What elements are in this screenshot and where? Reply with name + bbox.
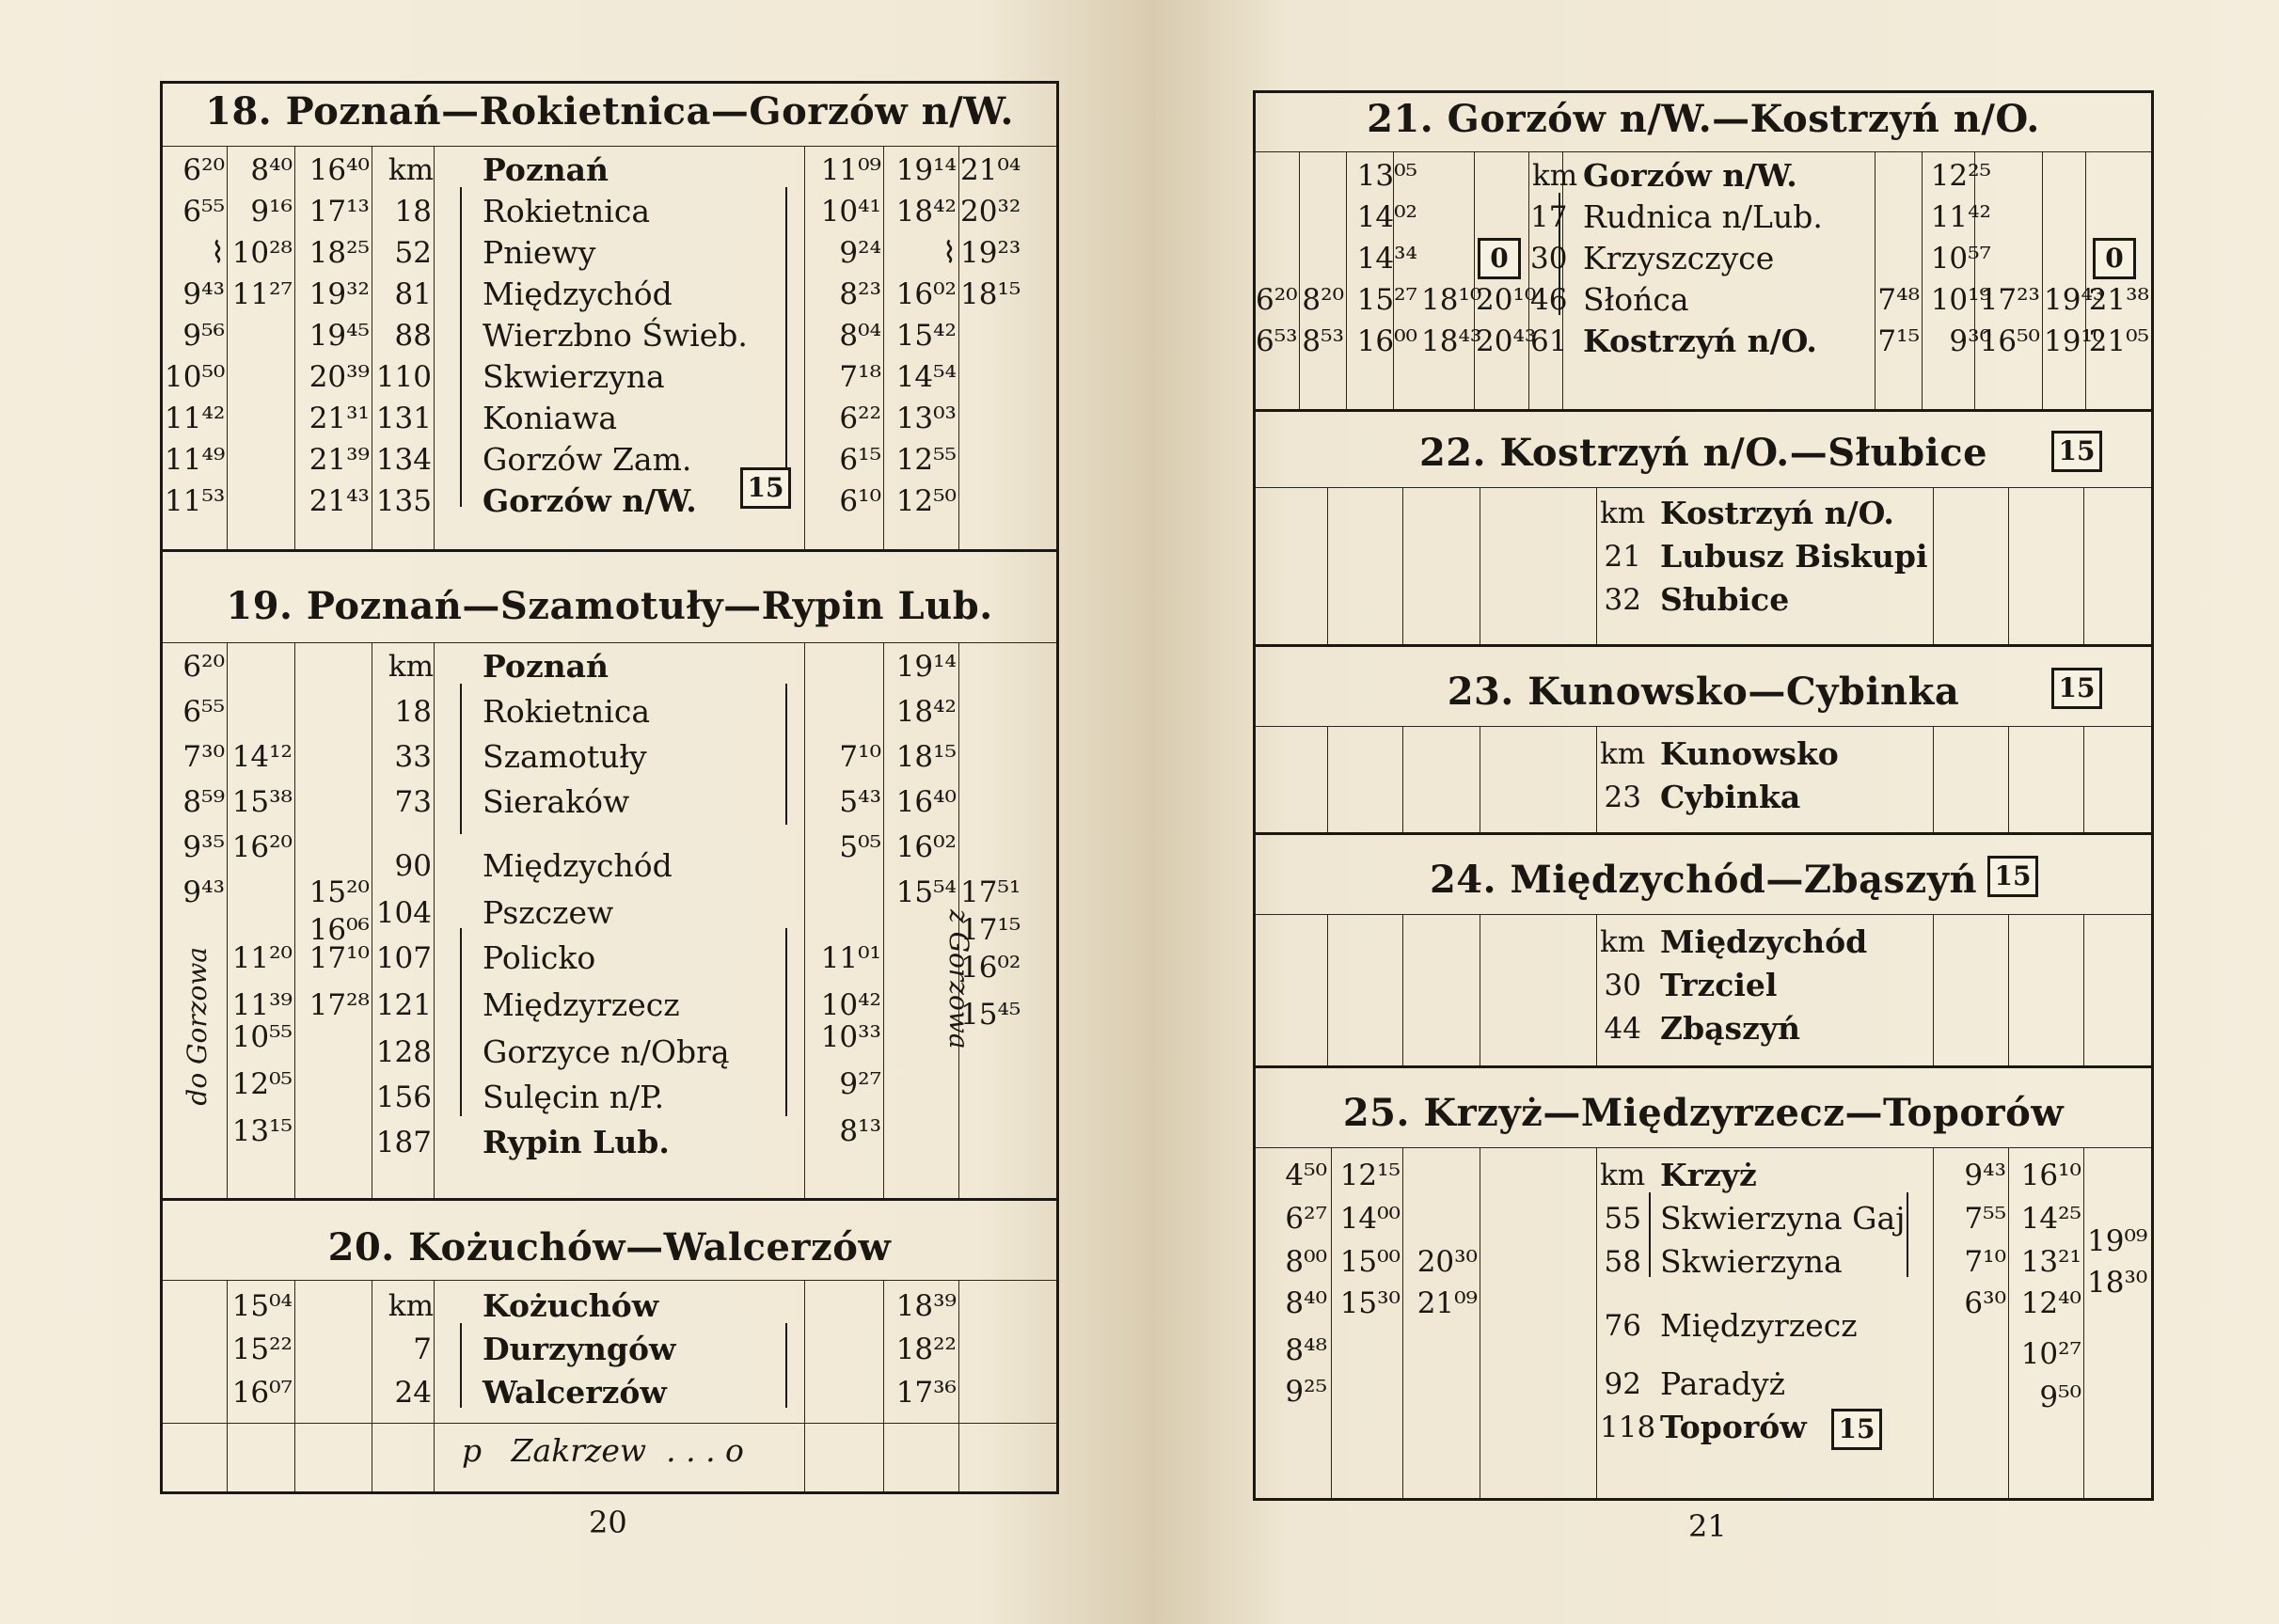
t18-time: 12⁵⁰ bbox=[895, 484, 957, 518]
t21-time: 9³⁰ bbox=[1949, 324, 1991, 358]
t19-km: 121 bbox=[375, 988, 432, 1022]
timetable-24 bbox=[1256, 832, 2151, 1065]
t25-km: 92 bbox=[1604, 1367, 1641, 1401]
t21-time: 7¹⁵ bbox=[1877, 324, 1920, 358]
t18-time: 8⁰⁴ bbox=[839, 319, 881, 353]
t25-km: 55 bbox=[1604, 1202, 1641, 1236]
t21-time: 19⁴³ bbox=[2044, 283, 2105, 317]
t19-station: Międzychód bbox=[483, 847, 673, 884]
t19-station: Sieraków bbox=[483, 783, 630, 820]
t25-time: 20³⁰ bbox=[1416, 1245, 1478, 1279]
t24-km-header: km bbox=[1600, 925, 1646, 959]
t18-time: 18²⁵ bbox=[309, 236, 370, 270]
t21-time: 7⁴⁸ bbox=[1877, 283, 1920, 317]
t25-time: 6³⁰ bbox=[1964, 1286, 2006, 1320]
t25-time: 16¹⁰ bbox=[2020, 1159, 2081, 1192]
t18-time: 7¹⁸ bbox=[839, 360, 881, 394]
t19-station: Pszczew bbox=[483, 894, 614, 931]
t18-km: 110 bbox=[375, 360, 432, 394]
t19-station: Rokietnica bbox=[483, 693, 651, 730]
t18-km: 88 bbox=[394, 319, 432, 353]
t19-time: 8⁵⁹ bbox=[182, 785, 225, 819]
t19-time: 14¹² bbox=[231, 740, 293, 774]
t25-time: 19⁰⁹ bbox=[2087, 1224, 2148, 1258]
t18-time: 16⁰² bbox=[895, 277, 957, 311]
t18-time: 20³² bbox=[960, 195, 1021, 229]
timetable-23-title: 23. Kunowsko—Cybinka bbox=[1447, 670, 1960, 714]
t19-time: 16⁰⁶ bbox=[309, 913, 370, 947]
t18-time: 14⁵⁴ bbox=[895, 360, 957, 394]
t19-km: 73 bbox=[394, 785, 432, 819]
t18-time: 9¹⁶ bbox=[250, 195, 293, 229]
t18-station: Wierzbno Świeb. bbox=[483, 317, 748, 354]
t18-time: ⌇ bbox=[210, 236, 225, 270]
timetable-19-title: 19. Poznań—Szamotuły—Rypin Lub. bbox=[226, 584, 993, 628]
t23-km-header: km bbox=[1600, 737, 1646, 771]
t20-footer-station: p Zakrzew . . . o bbox=[462, 1432, 744, 1469]
t25-time: 9⁴³ bbox=[1964, 1159, 2006, 1192]
t18-station: Międzychód bbox=[483, 276, 673, 312]
t19-time: 9²⁷ bbox=[839, 1067, 881, 1101]
t19-time: 17²⁸ bbox=[309, 988, 370, 1022]
timetable-24-title: 24. Międzychód—Zbąszyń bbox=[1429, 858, 1978, 902]
t18-time: 11⁵³ bbox=[165, 484, 226, 518]
timetable-21 bbox=[1256, 93, 2151, 409]
timetable-20-title: 20. Kożuchów—Walcerzów bbox=[327, 1225, 892, 1269]
t18-time: 10⁴¹ bbox=[820, 195, 881, 229]
t18-km: 52 bbox=[394, 236, 432, 270]
t18-time: 16⁴⁰ bbox=[309, 153, 370, 187]
t21-time: 11⁴² bbox=[1930, 200, 1991, 234]
t18-time: 11²⁷ bbox=[231, 277, 293, 311]
t18-time: 20³⁹ bbox=[309, 360, 370, 394]
t20-station: Walcerzów bbox=[483, 1374, 667, 1411]
t21-time: 17²³ bbox=[1979, 283, 2040, 317]
right-page bbox=[1152, 0, 2279, 1624]
t19-station: Międzyrzecz bbox=[483, 986, 680, 1023]
t18-time: 21⁰⁴ bbox=[960, 153, 1021, 187]
side-label-do-gorzowa: do Gorzowa bbox=[182, 947, 213, 1106]
t21-time: 20⁴³ bbox=[1476, 324, 1537, 358]
t19-station: Policko bbox=[483, 939, 596, 976]
t20-time: 16⁰⁷ bbox=[231, 1376, 293, 1410]
t19-km: 187 bbox=[375, 1126, 432, 1159]
t20-km-header: km bbox=[388, 1289, 434, 1323]
t18-time: 8⁴⁰ bbox=[250, 153, 293, 187]
right-timetable-frame bbox=[1253, 90, 2154, 1501]
t19-time: 15²⁰ bbox=[309, 875, 370, 909]
t21-time: 18⁴³ bbox=[1421, 324, 1482, 358]
t19-time: 16⁰² bbox=[895, 830, 957, 864]
t22-km: 32 bbox=[1604, 583, 1641, 617]
t22-station: Słubice bbox=[1660, 581, 1790, 618]
t18-station: Koniawa bbox=[483, 400, 618, 436]
t20-time: 15²² bbox=[231, 1332, 293, 1366]
t25-km: 58 bbox=[1604, 1245, 1641, 1279]
t18-time: 19²³ bbox=[960, 236, 1021, 270]
page-number-right: 21 bbox=[1688, 1508, 1727, 1544]
t19-km: 104 bbox=[375, 896, 432, 930]
t25-station: Krzyż bbox=[1660, 1157, 1757, 1193]
t19-station: Gorzyce n/Obrą bbox=[483, 1033, 730, 1070]
t21-time: 10⁵⁷ bbox=[1930, 242, 1991, 276]
t19-time: 11³⁹ bbox=[231, 988, 293, 1022]
t19-time: 10³³ bbox=[820, 1020, 881, 1054]
t19-time: 7¹⁰ bbox=[839, 740, 881, 774]
page-number-left: 20 bbox=[589, 1505, 627, 1540]
badge-15: 15 bbox=[1987, 856, 2038, 897]
t18-time: 6²² bbox=[839, 402, 881, 435]
t21-time: 16⁰⁰ bbox=[1356, 324, 1417, 358]
t18-station: Gorzów Zam. bbox=[483, 441, 692, 478]
t21-time: 10¹⁹ bbox=[1930, 283, 1991, 317]
t19-time: 17¹⁵ bbox=[960, 913, 1021, 947]
t19-time: 7³⁰ bbox=[182, 740, 225, 774]
t25-station: Skwierzyna Gaj bbox=[1660, 1200, 1906, 1237]
t20-km: 7 bbox=[413, 1332, 432, 1366]
t20-km: 24 bbox=[394, 1376, 432, 1410]
t25-time: 9²⁵ bbox=[1285, 1375, 1327, 1409]
t19-time: 6²⁰ bbox=[182, 650, 225, 684]
t18-time: 6¹⁵ bbox=[839, 443, 881, 477]
t25-time: 18³⁰ bbox=[2087, 1266, 2148, 1300]
t18-time: 11⁰⁹ bbox=[820, 153, 881, 187]
t19-km: 107 bbox=[375, 941, 432, 975]
t18-time: 9⁴³ bbox=[182, 277, 225, 311]
t19-time: 13¹⁵ bbox=[231, 1114, 293, 1148]
t19-time: 18¹⁵ bbox=[895, 740, 957, 774]
t19-time: 16⁰² bbox=[960, 951, 1021, 985]
t21-station: Krzyszczyce bbox=[1583, 240, 1775, 276]
t21-time: 13⁰⁵ bbox=[1356, 159, 1417, 193]
t20-station: Kożuchów bbox=[483, 1287, 659, 1324]
t19-time: 5⁰⁵ bbox=[839, 830, 881, 864]
t24-station: Zbąszyń bbox=[1660, 1010, 1801, 1047]
t21-km: 17 bbox=[1530, 200, 1568, 234]
t19-km: 128 bbox=[375, 1035, 432, 1069]
t25-station: Skwierzyna bbox=[1660, 1243, 1843, 1280]
t20-time: 15⁰⁴ bbox=[231, 1289, 293, 1323]
t25-time: 15³⁰ bbox=[1339, 1286, 1401, 1320]
t18-time: 11⁴⁹ bbox=[165, 443, 226, 477]
t19-km-header: km bbox=[388, 650, 434, 684]
t19-station: Poznań bbox=[483, 648, 609, 685]
t25-station: Toporów bbox=[1660, 1409, 1807, 1445]
t25-time: 7⁵⁵ bbox=[1964, 1202, 2006, 1236]
t21-station: Rudnica n/Lub. bbox=[1583, 198, 1823, 235]
badge-15: 15 bbox=[2051, 668, 2102, 709]
t21-time: 8⁵³ bbox=[1302, 324, 1344, 358]
t18-time: 10⁵⁰ bbox=[165, 360, 226, 394]
t18-time: 6²⁰ bbox=[182, 153, 225, 187]
badge-0: 0 bbox=[1478, 238, 1521, 279]
t25-time: 12¹⁵ bbox=[1339, 1159, 1401, 1192]
t19-time: 9⁴³ bbox=[182, 875, 225, 909]
timetable-19 bbox=[163, 549, 1056, 1198]
t21-time: 18¹⁰ bbox=[1421, 283, 1482, 317]
t25-time: 21⁰⁹ bbox=[1416, 1286, 1478, 1320]
t19-time: 17¹⁰ bbox=[309, 941, 370, 975]
t20-time: 18³⁹ bbox=[895, 1289, 957, 1323]
t25-time: 9⁵⁰ bbox=[2039, 1380, 2081, 1414]
t25-time: 6²⁷ bbox=[1285, 1202, 1327, 1236]
t25-time: 10²⁷ bbox=[2020, 1337, 2081, 1371]
t23-station: Cybinka bbox=[1660, 779, 1801, 815]
t21-time: 14³⁴ bbox=[1356, 242, 1417, 276]
t25-time: 4⁵⁰ bbox=[1285, 1159, 1327, 1192]
t21-time: 21⁰⁵ bbox=[2088, 324, 2149, 358]
t18-station: Gorzów n/W. bbox=[483, 482, 697, 519]
t18-time: 8²³ bbox=[839, 277, 881, 311]
t19-time: 8¹³ bbox=[839, 1114, 881, 1148]
t18-km: 131 bbox=[375, 402, 432, 435]
t25-station: Paradyż bbox=[1660, 1365, 1785, 1402]
t21-time: 21³⁸ bbox=[2088, 283, 2149, 317]
timetable-25-title: 25. Krzyż—Międzyrzecz—Toporów bbox=[1342, 1091, 2065, 1135]
t24-station: Międzychód bbox=[1660, 923, 1868, 960]
t21-time: 6⁵³ bbox=[1256, 324, 1298, 358]
t21-time: 6²⁰ bbox=[1256, 283, 1298, 317]
t18-station: Skwierzyna bbox=[483, 358, 665, 395]
t19-time: 11²⁰ bbox=[231, 941, 293, 975]
t18-station: Pniewy bbox=[483, 234, 596, 271]
t19-time: 16²⁰ bbox=[231, 830, 293, 864]
t19-time: 17⁵¹ bbox=[960, 875, 1021, 909]
t18-time: 6¹⁰ bbox=[839, 484, 881, 518]
t19-time: 12⁰⁵ bbox=[231, 1067, 293, 1101]
t23-station: Kunowsko bbox=[1660, 735, 1839, 772]
t19-time: 10⁴² bbox=[820, 988, 881, 1022]
t19-time: 16⁴⁰ bbox=[895, 785, 957, 819]
t18-time: ⌇ bbox=[942, 236, 957, 270]
t18-time: 19³² bbox=[309, 277, 370, 311]
t25-time: 8⁴⁰ bbox=[1285, 1286, 1327, 1320]
timetable-25 bbox=[1256, 1065, 2151, 1498]
t19-time: 15³⁸ bbox=[231, 785, 293, 819]
t19-time: 5⁴³ bbox=[839, 785, 881, 819]
t25-time: 14⁰⁰ bbox=[1339, 1202, 1401, 1236]
t25-km: 76 bbox=[1604, 1309, 1641, 1343]
t19-time: 11⁰¹ bbox=[820, 941, 881, 975]
t25-time: 14²⁵ bbox=[2020, 1202, 2081, 1236]
t18-time: 13⁰³ bbox=[895, 402, 957, 435]
t25-km-header: km bbox=[1600, 1159, 1646, 1192]
t21-km: 30 bbox=[1530, 242, 1568, 276]
t25-time: 15⁰⁰ bbox=[1339, 1245, 1401, 1279]
timetable-18-title: 18. Poznań—Rokietnica—Gorzów n/W. bbox=[205, 89, 1014, 134]
t19-time: 19¹⁴ bbox=[895, 650, 957, 684]
t22-station: Lubusz Biskupi bbox=[1660, 538, 1928, 575]
t21-time: 19¹⁰ bbox=[2044, 324, 2105, 358]
t18-time: 15⁴² bbox=[895, 319, 957, 353]
t18-time: 19⁴⁵ bbox=[309, 319, 370, 353]
t18-time: 21³¹ bbox=[309, 402, 370, 435]
t19-time: 6⁵⁵ bbox=[182, 695, 225, 729]
t21-km-header: km bbox=[1532, 159, 1578, 193]
t21-station: Kostrzyń n/O. bbox=[1583, 323, 1817, 359]
t20-time: 18²² bbox=[895, 1332, 957, 1366]
badge-15: 15 bbox=[740, 467, 791, 509]
t18-time: 18⁴² bbox=[895, 195, 957, 229]
left-timetable-frame bbox=[160, 81, 1059, 1494]
t18-time: 11⁴² bbox=[165, 402, 226, 435]
t19-time: 10⁵⁵ bbox=[231, 1020, 293, 1054]
t19-station: Rypin Lub. bbox=[483, 1124, 670, 1160]
t21-time: 15²⁷ bbox=[1356, 283, 1417, 317]
t18-time: 21⁴³ bbox=[309, 484, 370, 518]
timetable-22 bbox=[1256, 409, 2151, 644]
t19-km: 33 bbox=[394, 740, 432, 774]
t18-time: 19¹⁴ bbox=[895, 153, 957, 187]
t18-time: 9⁵⁶ bbox=[182, 319, 225, 353]
timetable-23 bbox=[1256, 644, 2151, 832]
t22-km: 21 bbox=[1604, 540, 1641, 574]
t21-time: 20¹⁰ bbox=[1476, 283, 1537, 317]
t25-time: 13²¹ bbox=[2020, 1245, 2081, 1279]
t18-time: 18¹⁵ bbox=[960, 277, 1021, 311]
t21-time: 14⁰² bbox=[1356, 200, 1417, 234]
timetable-22-title: 22. Kostrzyń n/O.—Słubice bbox=[1418, 431, 1988, 475]
timetable-20 bbox=[163, 1198, 1056, 1491]
t18-station: Rokietnica bbox=[483, 193, 651, 229]
t25-time: 8⁴⁸ bbox=[1285, 1333, 1327, 1367]
t19-time: 9³⁵ bbox=[182, 830, 225, 864]
t18-km-header: km bbox=[388, 153, 434, 187]
t21-station: Słońca bbox=[1583, 281, 1689, 318]
t18-km: 18 bbox=[394, 195, 432, 229]
t18-km: 134 bbox=[375, 443, 432, 477]
t21-station: Gorzów n/W. bbox=[1583, 157, 1797, 194]
t18-time: 12⁵⁵ bbox=[895, 443, 957, 477]
badge-15: 15 bbox=[1831, 1409, 1882, 1450]
t21-time: 16⁵⁰ bbox=[1979, 324, 2040, 358]
t21-km: 61 bbox=[1530, 324, 1568, 358]
side-label-z-gorzowa: z Gorzowa bbox=[943, 909, 974, 1049]
t21-time: 8²⁰ bbox=[1302, 283, 1344, 317]
t18-time: 21³⁹ bbox=[309, 443, 370, 477]
t19-time: 18⁴² bbox=[895, 695, 957, 729]
t24-km: 30 bbox=[1604, 969, 1641, 1002]
t18-time: 6⁵⁵ bbox=[182, 195, 225, 229]
timetable-18 bbox=[163, 84, 1056, 549]
t23-km: 23 bbox=[1604, 780, 1641, 814]
t19-km: 18 bbox=[394, 695, 432, 729]
badge-15: 15 bbox=[2051, 431, 2102, 472]
t25-km: 118 bbox=[1600, 1411, 1656, 1444]
t25-time: 12⁴⁰ bbox=[2020, 1286, 2081, 1320]
t19-time: 15⁵⁴ bbox=[895, 875, 957, 909]
t18-time: 10²⁸ bbox=[231, 236, 293, 270]
t25-station: Międzyrzecz bbox=[1660, 1307, 1858, 1344]
t18-time: 9²⁴ bbox=[839, 236, 881, 270]
t22-km-header: km bbox=[1600, 497, 1646, 530]
t18-station: Poznań bbox=[483, 151, 609, 188]
badge-0: 0 bbox=[2093, 238, 2136, 279]
t18-km: 135 bbox=[375, 484, 432, 518]
timetable-21-title: 21. Gorzów n/W.—Kostrzyń n/O. bbox=[1367, 97, 2040, 141]
t24-station: Trzciel bbox=[1660, 967, 1778, 1003]
t19-station: Szamotuły bbox=[483, 738, 647, 775]
t24-km: 44 bbox=[1604, 1012, 1641, 1046]
t20-time: 17³⁶ bbox=[895, 1376, 957, 1410]
t19-station: Sulęcin n/P. bbox=[483, 1079, 665, 1115]
t19-km: 156 bbox=[375, 1080, 432, 1114]
t25-time: 7¹⁰ bbox=[1964, 1245, 2006, 1279]
t20-station: Durzyngów bbox=[483, 1331, 676, 1367]
t19-km: 90 bbox=[394, 849, 432, 883]
t25-time: 8⁰⁰ bbox=[1285, 1245, 1327, 1279]
t19-time: 15⁴⁵ bbox=[960, 998, 1021, 1032]
t18-time: 17¹³ bbox=[309, 195, 370, 229]
t18-km: 81 bbox=[394, 277, 432, 311]
t22-station: Kostrzyń n/O. bbox=[1660, 495, 1894, 531]
t21-km: 46 bbox=[1530, 283, 1568, 317]
t21-time: 12²⁵ bbox=[1930, 159, 1991, 193]
